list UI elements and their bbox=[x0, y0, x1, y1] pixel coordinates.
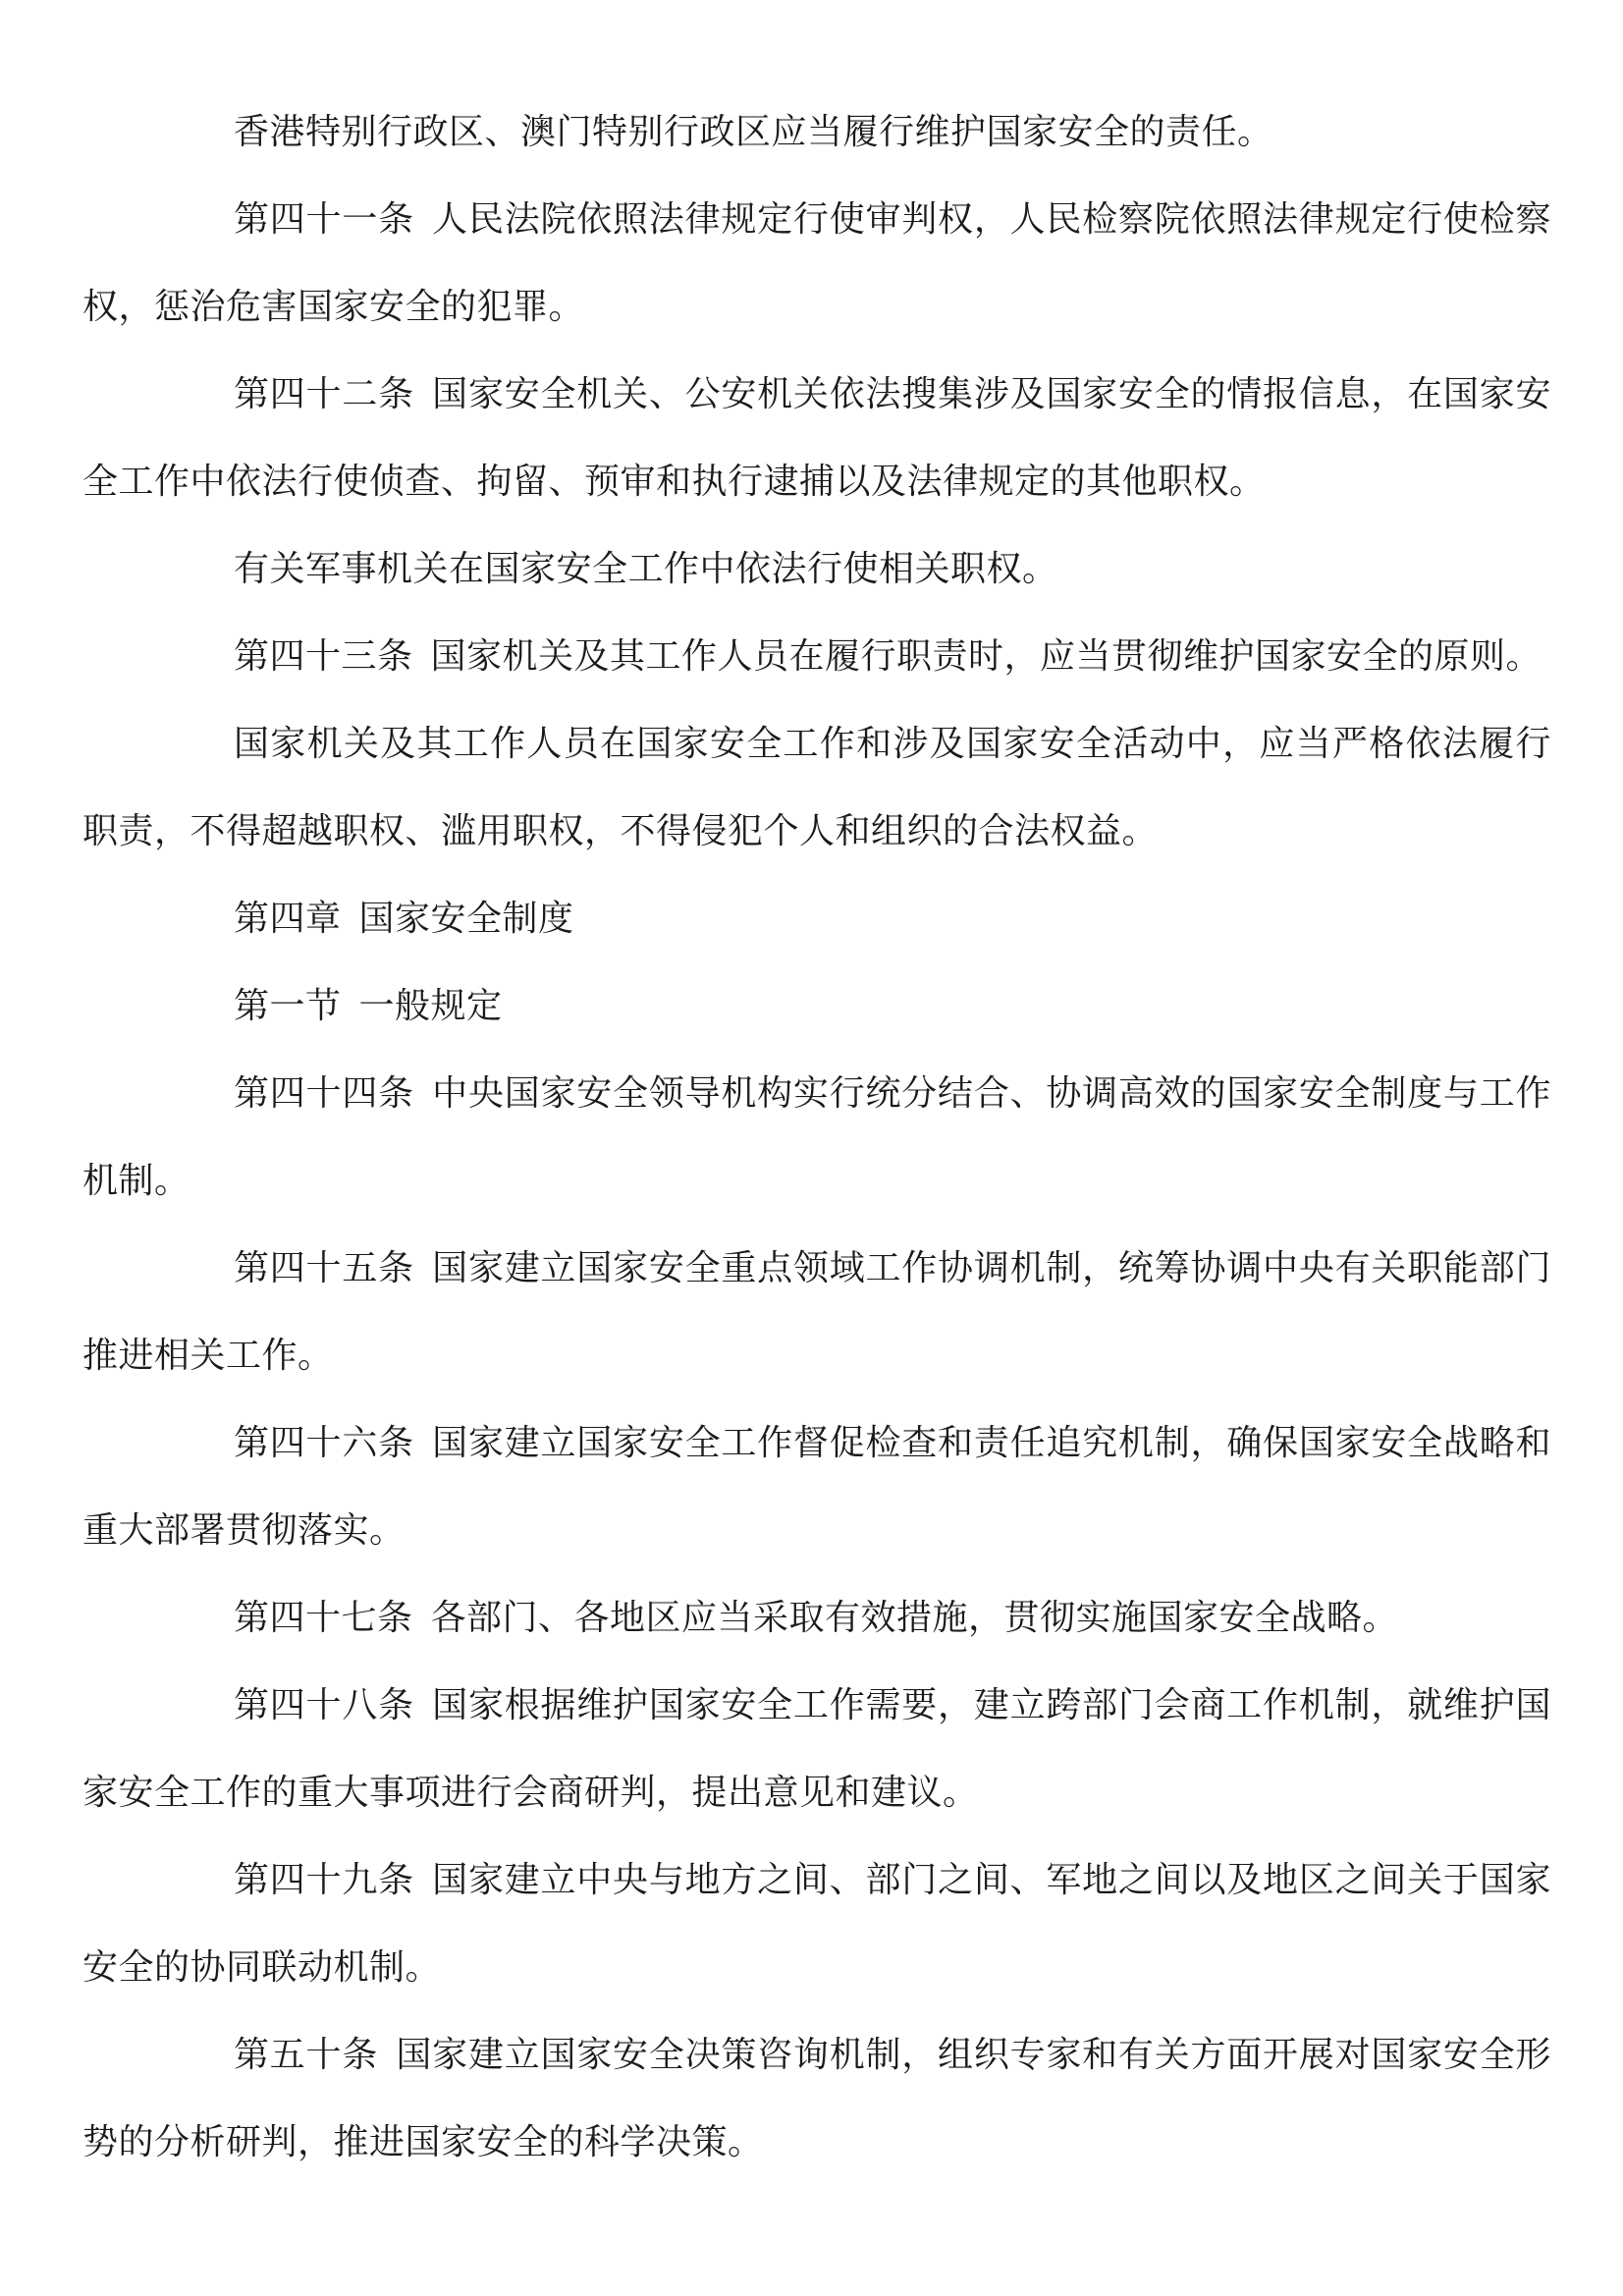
article-47 bbox=[82, 1574, 1551, 1662]
chapter-4-heading bbox=[82, 875, 1551, 962]
article-number: 第五十条 bbox=[234, 2035, 379, 2075]
paragraph-text: 有关军事机关在国家安全工作中依法行使相关职权。 bbox=[234, 549, 1058, 589]
section-number: 第一节 bbox=[234, 986, 342, 1026]
article-text: 人民法院依照法律规定行使审判权，人民检察院依照法律规定行使检察权，惩治危害国家安全的犯罪。 bbox=[82, 199, 1551, 327]
article-text: 国家根据维护国家安全工作需要，建立跨部门会商工作机制，就维护国家安全工作的重大事项进行会商研判，提出意见和建议。 bbox=[82, 1685, 1551, 1813]
article-44 bbox=[82, 1050, 1551, 1225]
article-50 bbox=[82, 2011, 1551, 2186]
article-number: 第四十二条 bbox=[234, 374, 414, 414]
article-43 bbox=[82, 613, 1551, 700]
paragraph-military-organs bbox=[82, 525, 1551, 613]
article-text: 国家建立国家安全重点领域工作协调机制，统筹协调中央有关职能部门推进相关工作。 bbox=[82, 1248, 1551, 1376]
article-number: 第四十一条 bbox=[234, 199, 414, 240]
paragraph-state-organs-duties bbox=[82, 700, 1551, 875]
paragraph-text: 香港特别行政区、澳门特别行政区应当履行维护国家安全的责任。 bbox=[234, 112, 1273, 152]
article-number: 第四十四条 bbox=[234, 1073, 414, 1114]
article-number: 第四十三条 bbox=[234, 636, 413, 677]
article-number: 第四十九条 bbox=[234, 1860, 414, 1900]
article-45 bbox=[82, 1225, 1551, 1399]
article-text: 国家建立国家安全决策咨询机制，组织专家和有关方面开展对国家安全形势的分析研判，推进国家安全的科学决策。 bbox=[82, 2035, 1551, 2162]
article-text: 国家建立中央与地方之间、部门之间、军地之间以及地区之间关于国家安全的协同联动机制。 bbox=[82, 1860, 1551, 1988]
article-text: 各部门、各地区应当采取有效措施，贯彻实施国家安全战略。 bbox=[430, 1598, 1399, 1638]
section-1-heading bbox=[82, 962, 1551, 1050]
article-41 bbox=[82, 176, 1551, 351]
article-number: 第四十七条 bbox=[234, 1598, 413, 1638]
article-48 bbox=[82, 1662, 1551, 1836]
paragraph-hk-macao bbox=[82, 88, 1551, 176]
paragraph-text: 国家机关及其工作人员在国家安全工作和涉及国家安全活动中，应当严格依法履行职责，不得超越职权、滥用职权，不得侵犯个人和组织的合法权益。 bbox=[82, 724, 1551, 851]
article-number: 第四十五条 bbox=[234, 1248, 414, 1288]
article-text: 中央国家安全领导机构实行统分结合、协调高效的国家安全制度与工作机制。 bbox=[82, 1073, 1551, 1201]
article-42 bbox=[82, 351, 1551, 525]
article-text: 国家机关及其工作人员在履行职责时，应当贯彻维护国家安全的原则。 bbox=[430, 636, 1542, 677]
chapter-number: 第四章 bbox=[234, 899, 342, 939]
article-text: 国家建立国家安全工作督促检查和责任追究机制，确保国家安全战略和重大部署贯彻落实。 bbox=[82, 1423, 1551, 1551]
article-number: 第四十六条 bbox=[234, 1423, 414, 1463]
chapter-title: 国家安全制度 bbox=[358, 899, 574, 939]
section-title: 一般规定 bbox=[358, 986, 503, 1026]
article-number: 第四十八条 bbox=[234, 1685, 414, 1725]
article-text: 国家安全机关、公安机关依法搜集涉及国家安全的情报信息，在国家安全工作中依法行使侦查、拘留、预审和执行逮捕以及法律规定的其他职权。 bbox=[82, 374, 1551, 502]
article-49 bbox=[82, 1836, 1551, 2011]
article-46 bbox=[82, 1399, 1551, 1574]
document-page bbox=[82, 88, 1551, 2186]
